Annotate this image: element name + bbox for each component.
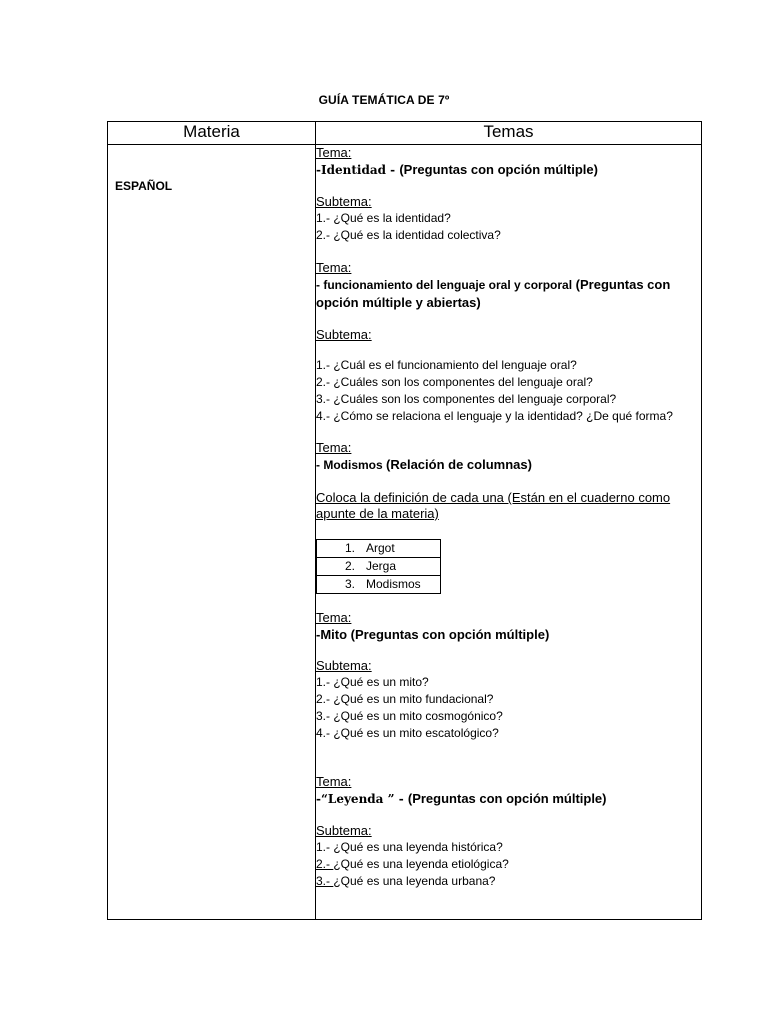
question-item: 3.- ¿Qué es una leyenda urbana? [316,874,496,888]
tema-title: - Modismos (Relación de columnas) [316,457,532,472]
subject-cell [108,145,316,920]
subtema-label: Subtema: [316,194,372,209]
question-item: 1.- ¿Qué es un mito? [316,675,429,689]
question-item: 1.- ¿Qué es la identidad? [316,211,451,225]
instruction-text: Coloca la definición de cada una (Están en el cuaderno como apunte de la materia) [316,490,671,521]
question-item: 2.- ¿Qué es una leyenda etiológica? [316,857,509,871]
question-item: 2.- ¿Cuáles son los componentes del lenguaje oral? [316,375,593,389]
tema-label: Tema: [316,260,352,275]
table-row: 3. Modismos [317,576,441,594]
tema-title: -Mito (Preguntas con opción múltiple) [316,627,550,642]
table-row: 2. Jerga [317,558,441,576]
table-header-row [108,122,702,145]
question-item: 3.- ¿Qué es un mito cosmogónico? [316,709,503,723]
subtema-label: Subtema: [316,823,372,838]
terms-table [316,539,441,594]
tema-label: Tema: [316,440,352,455]
tema-title: -“Leyenda ” - (Preguntas con opción múltiple) [316,791,607,806]
header-materia: Materia [108,122,316,145]
table-row [108,145,702,920]
subtema-label: Subtema: [316,658,372,673]
tema-label: Tema: [316,610,352,625]
topics-cell [316,145,702,920]
tema-label: Tema: [316,774,352,789]
question-item: 4.- ¿Cómo se relaciona el lenguaje y la identidad? ¿De qué forma? [316,409,673,423]
tema-title: -Identidad - (Preguntas con opción múltiple) [316,162,598,177]
page-title: GUÍA TEMÁTICA DE 7º [318,93,450,107]
topics-table [107,121,702,920]
header-temas: Temas [316,122,702,145]
tema-label: Tema: [316,145,352,160]
subtema-label: Subtema: [316,327,372,342]
table-row: 1. Argot [317,540,441,558]
question-item: 1.- ¿Cuál es el funcionamiento del lenguaje oral? [316,358,577,372]
question-item: 2.- ¿Qué es la identidad colectiva? [316,228,501,242]
question-item: 4.- ¿Qué es un mito escatológico? [316,726,499,740]
subject-name: ESPAÑOL [115,179,173,193]
question-item: 2.- ¿Qué es un mito fundacional? [316,692,494,706]
question-item: 1.- ¿Qué es una leyenda histórica? [316,840,503,854]
question-item: 3.- ¿Cuáles son los componentes del lenguaje corporal? [316,392,617,406]
tema-title: - funcionamiento del lenguaje oral y corporal (Preguntas con opción múltiple y abiertas) [316,277,671,310]
